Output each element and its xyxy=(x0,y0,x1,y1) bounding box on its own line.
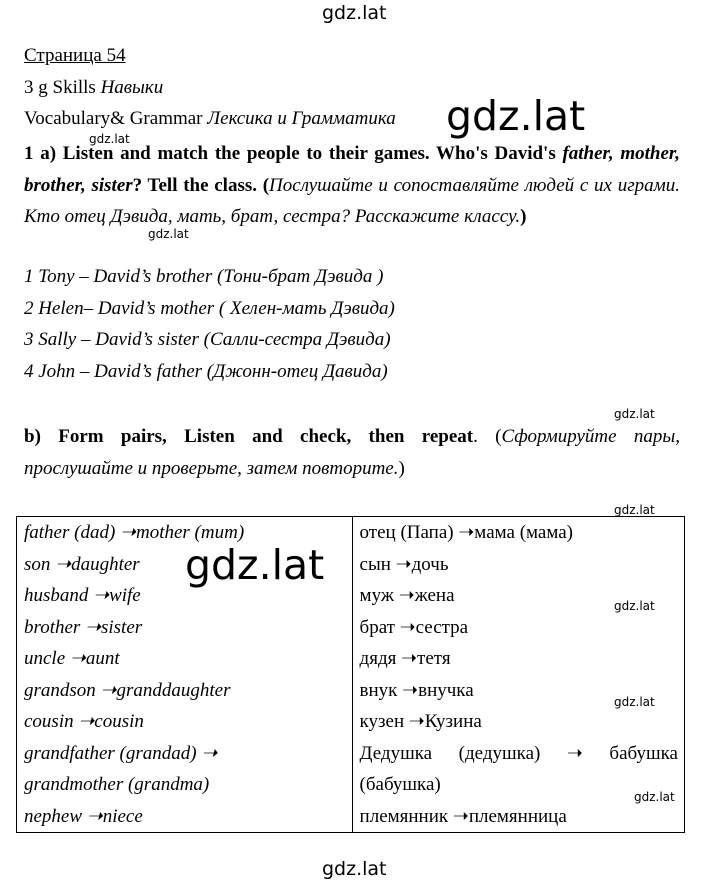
english-cell: uncle ➝aunt xyxy=(17,643,353,675)
task-a-instruction xyxy=(24,138,680,233)
arrow-icon: ➝ xyxy=(408,711,425,732)
arrow-icon: ➝ xyxy=(201,742,218,764)
section-title: Vocabulary& Grammar xyxy=(24,108,203,129)
watermark-small: gdz.lat xyxy=(148,227,189,241)
table-row xyxy=(17,643,685,675)
task-b-dot: . ( xyxy=(473,426,502,447)
unit-heading xyxy=(24,76,163,100)
section-heading xyxy=(24,107,396,131)
table-row xyxy=(17,675,685,707)
arrow-icon: ➝ xyxy=(100,679,117,701)
russian-cell: дядя ➝тетя xyxy=(352,643,684,675)
task-b-close: ) xyxy=(398,457,405,479)
arrow-icon: ➝ xyxy=(55,553,72,575)
russian-cell: Дедушка (дедушка) ➝ бабушка xyxy=(352,738,684,770)
arrow-icon: ➝ xyxy=(399,616,416,638)
table-row xyxy=(17,738,685,770)
watermark-small: gdz.lat xyxy=(614,407,655,421)
task-a-father: father, xyxy=(562,143,614,164)
task-a-tell: ? Tell the class. ( xyxy=(132,174,270,196)
task-a-family-words: mother, brother, sister xyxy=(24,143,681,196)
russian-cell: (бабушка) xyxy=(352,769,684,801)
task-a-text: 1 a) Listen and match the people to their games. Who's David's xyxy=(24,143,556,164)
task-b-instruction xyxy=(24,421,680,484)
watermark-large: gdz.lat xyxy=(446,92,586,140)
table-row xyxy=(17,549,685,581)
english-cell: husband ➝wife xyxy=(17,580,353,612)
russian-cell: кузен ➝Кузина xyxy=(352,706,684,738)
english-cell: nephew ➝niece xyxy=(17,801,353,833)
russian-cell: муж ➝жена xyxy=(352,580,684,612)
arrow-icon: ➝ xyxy=(93,585,110,606)
russian-cell: отец (Папа) ➝мама (мама) xyxy=(352,517,684,549)
english-cell: cousin ➝cousin xyxy=(17,706,353,738)
english-cell: grandfather (grandad) ➝ xyxy=(17,738,353,770)
arrow-icon: ➝ xyxy=(395,553,412,575)
arrow-icon: ➝ xyxy=(398,585,415,606)
watermark-small: gdz.lat xyxy=(634,790,675,804)
russian-cell: внук ➝внучка xyxy=(352,675,684,707)
arrow-icon: ➝ xyxy=(458,522,475,543)
vocabulary-table xyxy=(16,516,685,833)
watermark-small: gdz.lat xyxy=(614,599,655,613)
task-a-translation: Послушайте и сопоставляйте людей с их играми. Кто отец Дэвида, мать, брат, сестра? Расскажите классу. xyxy=(24,174,680,227)
watermark-large: gdz.lat xyxy=(185,541,325,589)
russian-cell: племянник ➝племянница xyxy=(352,801,684,833)
task-b-text: b) Form pairs, Listen and check, then repeat xyxy=(24,426,474,447)
russian-cell: брат ➝сестра xyxy=(352,612,684,644)
watermark-small: gdz.lat xyxy=(89,132,130,146)
arrow-icon: ➝ xyxy=(452,805,469,827)
table-row xyxy=(17,801,685,833)
arrow-icon: ➝ xyxy=(86,805,103,827)
arrow-icon: ➝ xyxy=(85,616,101,638)
english-cell: son ➝daughter xyxy=(17,549,353,581)
english-cell: grandmother (grandma) xyxy=(17,769,353,801)
table-row xyxy=(17,706,685,738)
english-cell: brother ➝sister xyxy=(17,612,353,644)
watermark-small: gdz.lat xyxy=(614,695,655,709)
table-row xyxy=(17,769,685,801)
watermark-bottom: gdz.lat xyxy=(322,858,387,880)
task-a-close: ) xyxy=(520,206,527,227)
answer-item: 2 Helen– David’s mother ( Хелен-мать Дэвида) xyxy=(24,298,395,319)
russian-cell: сын ➝дочь xyxy=(352,549,684,581)
table-row xyxy=(17,517,685,549)
task-b-translation: Сформируйте пары, прослушайте и проверьте, затем повторите. xyxy=(24,426,680,479)
answer-item: 1 Tony – David’s brother (Тони-брат Дэвида ) xyxy=(24,266,384,287)
english-cell: father (dad) ➝mother (mum) xyxy=(17,517,353,549)
arrow-icon: ➝ xyxy=(120,522,136,543)
english-cell: grandson ➝granddaughter xyxy=(17,675,353,707)
watermark-small: gdz.lat xyxy=(614,503,655,517)
table-row xyxy=(17,580,685,612)
arrow-icon: ➝ xyxy=(69,648,86,669)
arrow-icon: ➝ xyxy=(401,648,418,669)
unit-number: 3 g Skills xyxy=(24,77,96,98)
arrow-icon: ➝ xyxy=(402,679,419,701)
arrow-icon: ➝ xyxy=(566,742,583,764)
table-row xyxy=(17,612,685,644)
page-label: Страница 54 xyxy=(24,45,126,66)
answer-item: 3 Sally – David’s sister (Салли-сестра Дэвида) xyxy=(24,329,391,350)
section-translation: Лексика и Грамматика xyxy=(207,108,396,129)
arrow-icon: ➝ xyxy=(78,711,95,732)
watermark-top: gdz.lat xyxy=(322,2,387,24)
unit-translation: Навыки xyxy=(100,77,164,98)
answer-item: 4 John – David’s father (Джонн-отец Давида) xyxy=(24,361,388,382)
